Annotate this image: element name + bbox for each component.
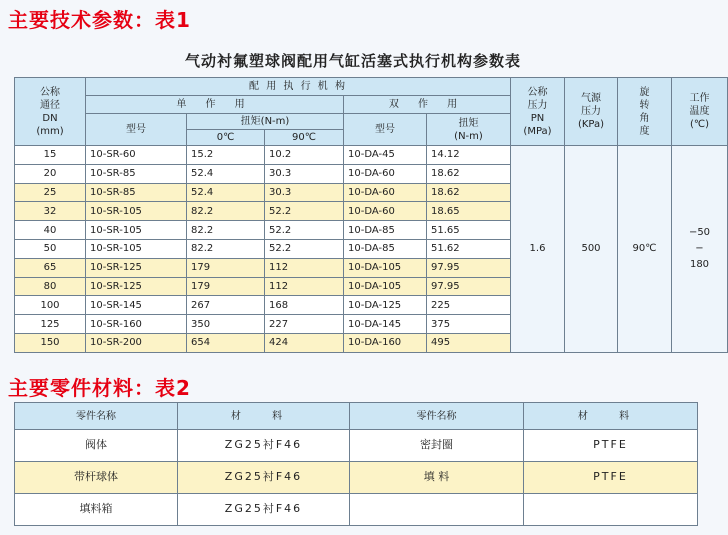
cell-torque-90c: 112 — [265, 277, 344, 296]
header-material: 材 料 — [178, 403, 350, 430]
cell-double-torque: 97.95 — [427, 258, 511, 277]
cell-torque-0c: 82.2 — [187, 239, 265, 258]
cell-rotation-value: 90℃ — [618, 146, 672, 353]
cell-torque-90c: 112 — [265, 258, 344, 277]
header-torque-0c: 0℃ — [187, 130, 265, 146]
cell-material: PTFE — [524, 430, 698, 462]
cell-pn-value: 1.6 — [511, 146, 565, 353]
header-double-acting: 双 作 用 — [344, 96, 511, 114]
cell-dn: 100 — [15, 296, 86, 315]
cell-single-model: 10-SR-60 — [86, 146, 187, 165]
header-part-name: 零件名称 — [350, 403, 524, 430]
cell-torque-0c: 179 — [187, 277, 265, 296]
header-part-name: 零件名称 — [15, 403, 178, 430]
header-actuator: 配 用 执 行 机 构 — [86, 78, 511, 96]
cell-double-model: 10-DA-85 — [344, 239, 427, 258]
header-double-torque: 扭矩 (N-m) — [427, 114, 511, 146]
cell-double-model: 10-DA-145 — [344, 315, 427, 334]
cell-single-model: 10-SR-105 — [86, 221, 187, 240]
table-row — [15, 494, 698, 526]
header-double-model: 型号 — [344, 114, 427, 146]
cell-double-model: 10-DA-60 — [344, 164, 427, 183]
cell-single-model: 10-SR-145 — [86, 296, 187, 315]
header-material: 材 料 — [524, 403, 698, 430]
materials-table — [14, 402, 698, 526]
cell-single-model: 10-SR-125 — [86, 277, 187, 296]
header-air-pressure: 气源 压力 (KPa) — [565, 78, 618, 146]
cell-part: 填料箱 — [15, 494, 178, 526]
header-torque-90c: 90℃ — [265, 130, 344, 146]
cell-torque-0c: 654 — [187, 333, 265, 352]
cell-double-model: 10-DA-45 — [344, 146, 427, 165]
table-row — [15, 430, 698, 462]
header-dn: 公称 通径 DN (mm) — [15, 78, 86, 146]
table-row — [15, 462, 698, 494]
section2-title: 主要零件材料：表2 — [8, 376, 191, 400]
cell-dn: 20 — [15, 164, 86, 183]
cell-torque-90c: 30.3 — [265, 183, 344, 202]
cell-part — [350, 494, 524, 526]
cell-single-model: 10-SR-160 — [86, 315, 187, 334]
cell-torque-0c: 52.4 — [187, 183, 265, 202]
cell-double-torque: 14.12 — [427, 146, 511, 165]
cell-double-model: 10-DA-60 — [344, 183, 427, 202]
cell-torque-0c: 82.2 — [187, 221, 265, 240]
table1-caption: 气动衬氟塑球阀配用气缸活塞式执行机构参数表 — [184, 52, 521, 70]
cell-dn: 25 — [15, 183, 86, 202]
cell-dn: 15 — [15, 146, 86, 165]
cell-single-model: 10-SR-125 — [86, 258, 187, 277]
cell-torque-90c: 30.3 — [265, 164, 344, 183]
cell-double-model: 10-DA-60 — [344, 202, 427, 221]
cell-torque-0c: 15.2 — [187, 146, 265, 165]
cell-dn: 150 — [15, 333, 86, 352]
cell-single-model: 10-SR-200 — [86, 333, 187, 352]
cell-air-value: 500 — [565, 146, 618, 353]
header-pn: 公称 压力 PN (MPa) — [511, 78, 565, 146]
cell-dn: 32 — [15, 202, 86, 221]
cell-dn: 65 — [15, 258, 86, 277]
materials-header-row — [15, 403, 698, 430]
cell-double-torque: 97.95 — [427, 277, 511, 296]
cell-dn: 125 — [15, 315, 86, 334]
cell-torque-90c: 52.2 — [265, 202, 344, 221]
cell-torque-90c: 424 — [265, 333, 344, 352]
cell-part: 带杆球体 — [15, 462, 178, 494]
header-temp: 工作 温度 (℃) — [672, 78, 728, 146]
cell-single-model: 10-SR-85 — [86, 164, 187, 183]
cell-torque-90c: 168 — [265, 296, 344, 315]
cell-torque-90c: 227 — [265, 315, 344, 334]
cell-double-torque: 18.65 — [427, 202, 511, 221]
cell-torque-0c: 52.4 — [187, 164, 265, 183]
cell-double-model: 10-DA-125 — [344, 296, 427, 315]
cell-dn: 50 — [15, 239, 86, 258]
cell-temp-value: −50 − 180 — [672, 146, 728, 353]
header-single-acting: 单 作 用 — [86, 96, 344, 114]
cell-double-torque: 18.62 — [427, 164, 511, 183]
header-torque: 扭矩(N-m) — [187, 114, 344, 130]
cell-torque-0c: 350 — [187, 315, 265, 334]
cell-double-model: 10-DA-85 — [344, 221, 427, 240]
cell-double-model: 10-DA-105 — [344, 258, 427, 277]
cell-part: 阀体 — [15, 430, 178, 462]
cell-material: ZG25衬F46 — [178, 462, 350, 494]
cell-double-torque: 51.65 — [427, 221, 511, 240]
cell-double-torque: 375 — [427, 315, 511, 334]
cell-material — [524, 494, 698, 526]
cell-material: ZG25衬F46 — [178, 430, 350, 462]
section1-title: 主要技术参数：表1 — [8, 8, 191, 32]
cell-part: 填 料 — [350, 462, 524, 494]
cell-double-torque: 51.62 — [427, 239, 511, 258]
actuator-params-table — [14, 77, 728, 353]
cell-torque-90c: 52.2 — [265, 221, 344, 240]
cell-double-model: 10-DA-105 — [344, 277, 427, 296]
cell-part: 密封圈 — [350, 430, 524, 462]
table-row — [15, 146, 728, 165]
cell-material: PTFE — [524, 462, 698, 494]
cell-single-model: 10-SR-105 — [86, 239, 187, 258]
cell-torque-90c: 10.2 — [265, 146, 344, 165]
cell-single-model: 10-SR-85 — [86, 183, 187, 202]
cell-material: ZG25衬F46 — [178, 494, 350, 526]
header-rotation: 旋 转 角 度 — [618, 78, 672, 146]
cell-single-model: 10-SR-105 — [86, 202, 187, 221]
cell-torque-0c: 267 — [187, 296, 265, 315]
header-single-model: 型号 — [86, 114, 187, 146]
cell-torque-0c: 179 — [187, 258, 265, 277]
cell-double-torque: 495 — [427, 333, 511, 352]
cell-torque-90c: 52.2 — [265, 239, 344, 258]
cell-double-model: 10-DA-160 — [344, 333, 427, 352]
cell-dn: 40 — [15, 221, 86, 240]
cell-dn: 80 — [15, 277, 86, 296]
cell-double-torque: 225 — [427, 296, 511, 315]
cell-double-torque: 18.62 — [427, 183, 511, 202]
cell-torque-0c: 82.2 — [187, 202, 265, 221]
